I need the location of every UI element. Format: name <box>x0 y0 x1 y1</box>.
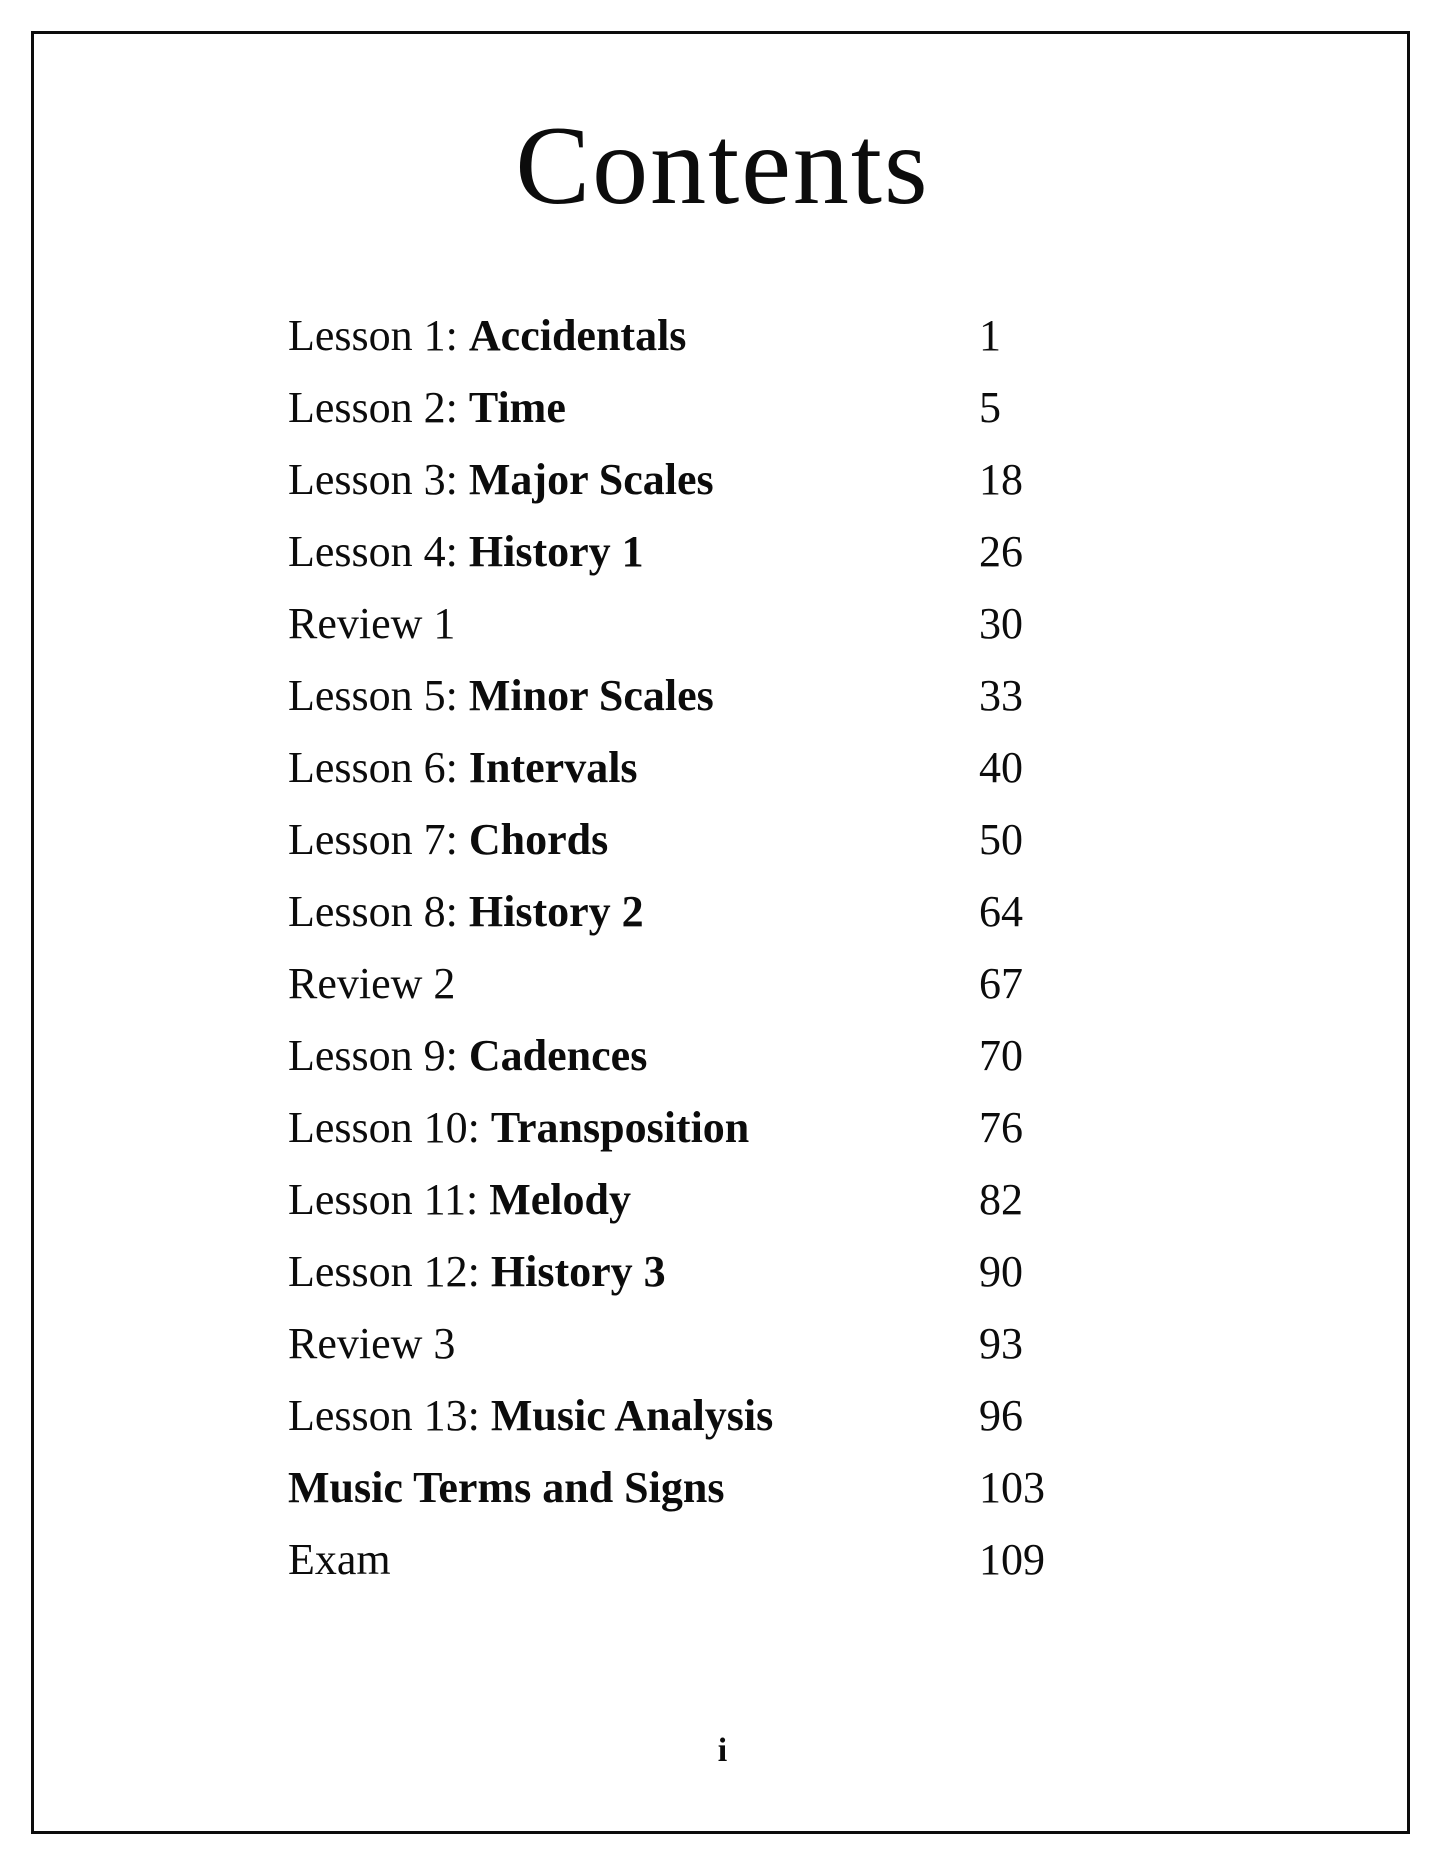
toc-entry-title: History 1 <box>468 527 644 576</box>
toc-entry-page-number: 64 <box>979 887 1023 936</box>
toc-entry-page-number: 93 <box>979 1319 1023 1368</box>
toc-entry-label <box>288 1380 979 1452</box>
toc-entry-prefix: Lesson 12: <box>288 1247 491 1296</box>
page-title: Contents <box>515 104 930 228</box>
toc-entry-page-number: 103 <box>979 1463 1045 1512</box>
toc-entry-prefix: Lesson 2: <box>288 383 469 432</box>
toc-entry-page-number: 33 <box>979 671 1023 720</box>
toc-entry-title: Transposition <box>490 1103 750 1152</box>
toc-entry-prefix: Lesson 4: <box>288 527 469 576</box>
toc-entry-label <box>288 804 979 876</box>
toc-entry-prefix: Review 1 <box>288 599 456 648</box>
toc-entry <box>288 1452 1108 1524</box>
toc-entry-prefix: Review 3 <box>288 1319 456 1368</box>
toc-entry-prefix: Lesson 8: <box>288 887 469 936</box>
toc-entry <box>288 1308 1108 1380</box>
toc-entry-label <box>288 1020 979 1092</box>
toc-entry <box>288 1020 1108 1092</box>
toc-entry-label <box>288 948 979 1020</box>
toc-entry-prefix: Exam <box>288 1535 391 1584</box>
toc-entry-label <box>288 1236 979 1308</box>
toc-entry-prefix: Lesson 11: <box>288 1175 490 1224</box>
toc-entry-label <box>288 588 979 660</box>
toc-entry-title: Intervals <box>468 743 638 792</box>
toc-entry-page-number: 70 <box>979 1031 1023 1080</box>
toc-entry-page-number: 96 <box>979 1391 1023 1440</box>
toc-entry <box>288 1236 1108 1308</box>
toc-entry-label <box>288 660 979 732</box>
toc-entry <box>288 732 1108 804</box>
toc-entry-label <box>288 516 979 588</box>
toc-entry-label <box>288 732 979 804</box>
toc-entry <box>288 1524 1108 1596</box>
toc-entry-title: History 2 <box>468 887 644 936</box>
toc-entry-prefix: Lesson 1: <box>288 311 469 360</box>
toc-entry-prefix: Lesson 6: <box>288 743 469 792</box>
toc-entry-label <box>288 1092 979 1164</box>
toc-entry-page-number: 18 <box>979 455 1023 504</box>
toc-entry-label <box>288 1308 979 1380</box>
toc-entry <box>288 1380 1108 1452</box>
toc-entry-title: Chords <box>468 815 609 864</box>
toc-entry <box>288 300 1108 372</box>
toc-entry <box>288 948 1108 1020</box>
toc-entry-title: Major Scales <box>468 455 714 504</box>
toc-entry-page-number: 90 <box>979 1247 1023 1296</box>
toc-entry <box>288 588 1108 660</box>
toc-entry-page-number: 26 <box>979 527 1023 576</box>
toc-entry <box>288 444 1108 516</box>
table-of-contents <box>288 300 1108 1596</box>
toc-entry-label <box>288 1164 979 1236</box>
toc-entry-prefix: Lesson 5: <box>288 671 469 720</box>
toc-entry-page-number: 67 <box>979 959 1023 1008</box>
toc-entry-title: Accidentals <box>468 311 687 360</box>
toc-entry-title: Minor Scales <box>468 671 714 720</box>
toc-entry-page-number: 76 <box>979 1103 1023 1152</box>
toc-entry-label <box>288 444 979 516</box>
toc-entry <box>288 660 1108 732</box>
toc-entry-label <box>288 1524 979 1596</box>
toc-entry-label <box>288 876 979 948</box>
toc-entry-title: Time <box>468 383 566 432</box>
toc-entry <box>288 876 1108 948</box>
toc-entry-prefix: Lesson 10: <box>288 1103 491 1152</box>
toc-entry-title: Cadences <box>468 1031 648 1080</box>
toc-entry <box>288 1164 1108 1236</box>
toc-entry-title: Music Analysis <box>490 1391 774 1440</box>
toc-entry <box>288 516 1108 588</box>
toc-entry-prefix: Lesson 3: <box>288 455 469 504</box>
footer-page-number: i <box>717 1732 728 1769</box>
toc-entry <box>288 1092 1108 1164</box>
toc-entry-label <box>288 372 979 444</box>
toc-entry <box>288 804 1108 876</box>
toc-entry-page-number: 5 <box>979 383 1001 432</box>
toc-entry-prefix: Review 2 <box>288 959 456 1008</box>
toc-entry-page-number: 40 <box>979 743 1023 792</box>
toc-entry-page-number: 30 <box>979 599 1023 648</box>
toc-entry <box>288 372 1108 444</box>
toc-entry-prefix: Lesson 13: <box>288 1391 491 1440</box>
toc-entry-prefix: Lesson 9: <box>288 1031 469 1080</box>
toc-entry-page-number: 82 <box>979 1175 1023 1224</box>
toc-entry-label <box>288 300 979 372</box>
toc-entry-prefix: Lesson 7: <box>288 815 469 864</box>
toc-entry-page-number: 50 <box>979 815 1023 864</box>
toc-entry-label <box>288 1452 979 1524</box>
toc-entry-title: History 3 <box>490 1247 666 1296</box>
toc-entry-page-number: 109 <box>979 1535 1045 1584</box>
toc-entry-title: Melody <box>489 1175 632 1224</box>
toc-entry-page-number: 1 <box>979 311 1001 360</box>
toc-entry-title: Music Terms and Signs <box>288 1463 725 1512</box>
